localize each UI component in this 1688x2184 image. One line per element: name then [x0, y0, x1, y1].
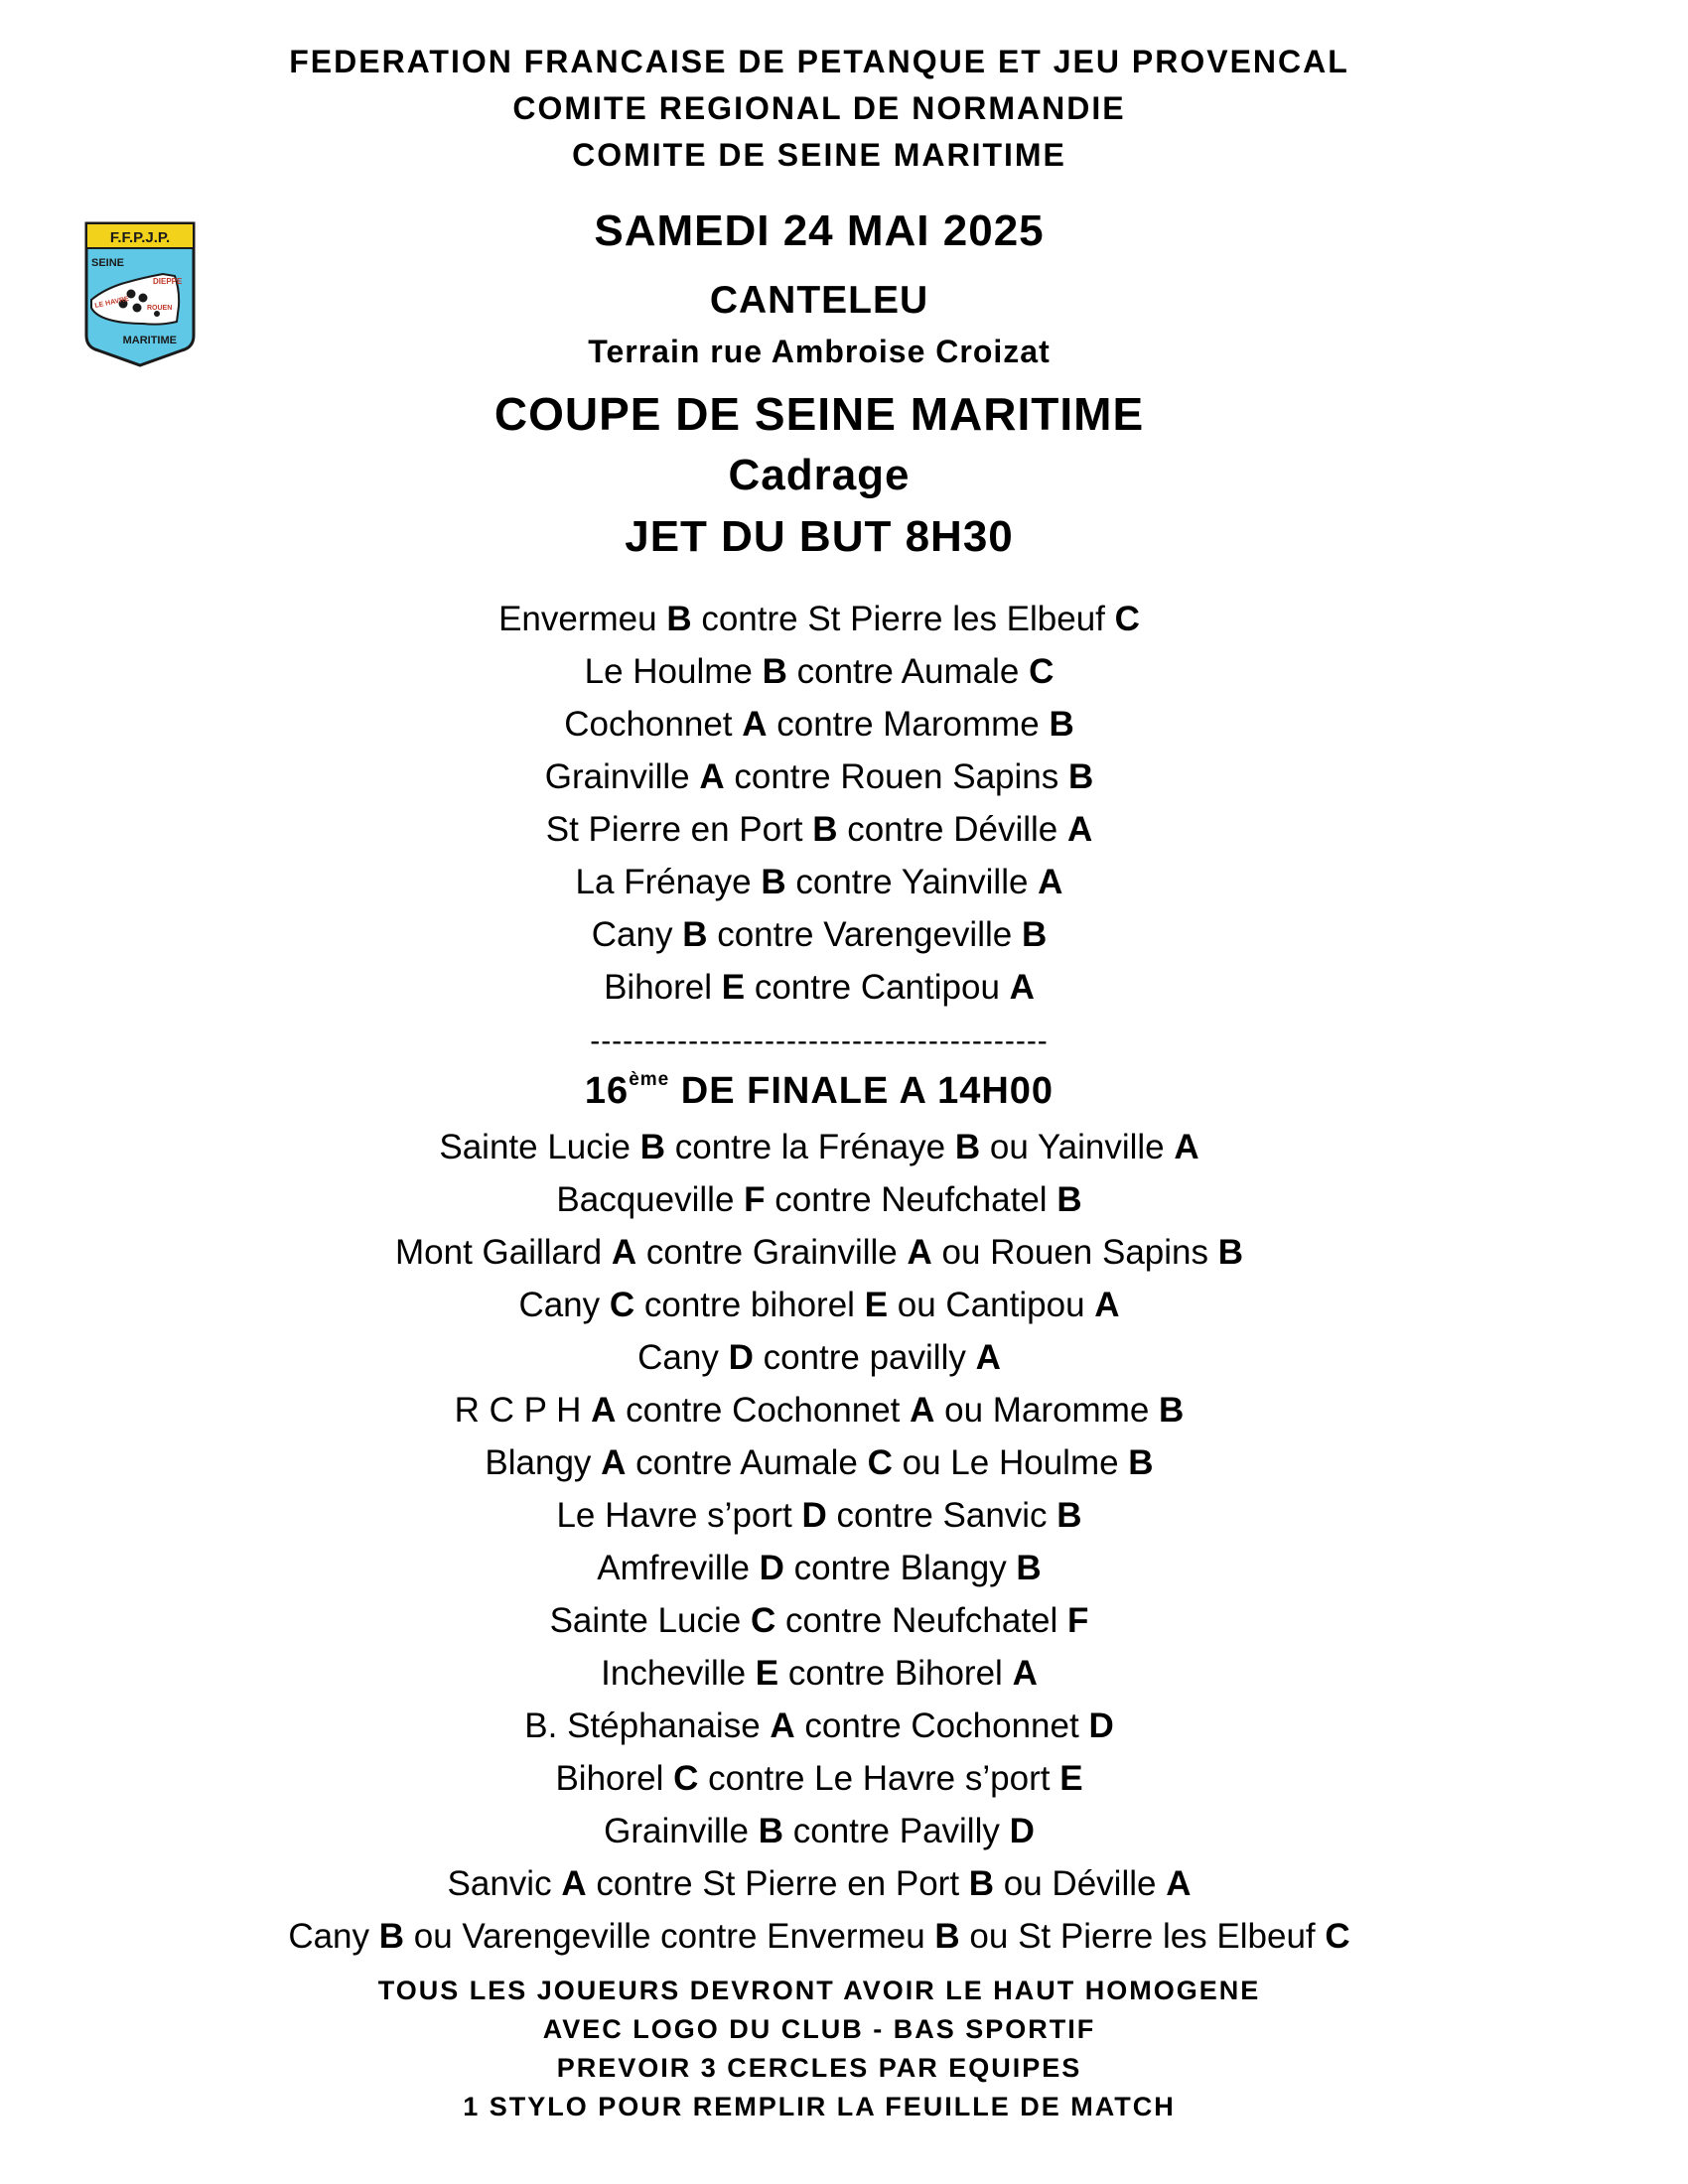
team-letter: A	[561, 1864, 587, 1903]
team-letter: B	[682, 915, 708, 954]
round16-match	[0, 1443, 1638, 1483]
team-letter: B	[934, 1917, 960, 1956]
logo-title: F.F.P.J.P.	[109, 229, 171, 246]
team-text: Bihorel	[555, 1759, 674, 1798]
cadrage-match	[0, 915, 1638, 955]
team-text: Bacqueville	[556, 1180, 745, 1219]
event-date: SAMEDI 24 MAI 2025	[594, 206, 1045, 255]
team-text: contre Neufchatel	[775, 1601, 1068, 1640]
regional-committee: COMITE REGIONAL DE NORMANDIE	[512, 90, 1126, 126]
team-letter: A	[601, 1443, 627, 1482]
team-text: contre Le Havre s’port	[698, 1759, 1060, 1798]
team-text: Mont Gaillard	[394, 1233, 612, 1272]
team-letter: B	[378, 1917, 405, 1956]
team-text: contre Neufchatel	[765, 1180, 1057, 1219]
team-letter: D	[1009, 1812, 1035, 1850]
team-text: Blangy	[485, 1443, 602, 1482]
team-letter: B	[1021, 915, 1048, 954]
logo-city-le-havre: LE HAVRE	[93, 295, 130, 310]
team-letter: A	[1012, 1654, 1038, 1693]
round16-match	[0, 1759, 1638, 1799]
team-letter: B	[968, 1864, 995, 1903]
round16-match	[0, 1917, 1638, 1957]
team-text: Amfreville	[597, 1549, 760, 1587]
team-letter: B	[639, 1128, 666, 1166]
team-letter: A	[699, 757, 725, 796]
team-letter: E	[721, 968, 746, 1007]
team-letter: D	[728, 1338, 754, 1377]
cadrage-match	[0, 652, 1638, 692]
team-text: contre St Pierre en Port	[586, 1864, 969, 1903]
team-text: contre Sanvic	[826, 1496, 1057, 1535]
logo-bottom-text: MARITIME	[122, 335, 177, 346]
team-text: ou Déville	[994, 1864, 1167, 1903]
cadrage-match	[0, 600, 1638, 639]
team-text: Cochonnet	[564, 705, 743, 744]
team-letter: A	[770, 1706, 795, 1745]
team-letter: A	[591, 1391, 617, 1430]
team-text: ou Le Houlme	[892, 1443, 1129, 1482]
round16-match	[0, 1391, 1638, 1431]
round16-match	[0, 1128, 1638, 1167]
team-text: contre Cochonnet	[794, 1706, 1089, 1745]
team-letter: C	[673, 1759, 699, 1798]
team-letter: C	[867, 1443, 893, 1482]
team-letter: A	[1166, 1864, 1192, 1903]
team-letter: B	[812, 810, 838, 849]
logo-city-dieppe: DIEPPE	[153, 277, 183, 286]
logo-city-rouen: ROUEN	[147, 305, 173, 312]
team-text: Cany	[591, 915, 683, 954]
competition-title: COUPE DE SEINE MARITIME	[493, 388, 1145, 440]
team-text: contre la Frénaye	[665, 1128, 955, 1166]
team-letter: C	[1029, 652, 1055, 691]
cadrage-match	[0, 810, 1638, 850]
team-letter: A	[1009, 968, 1035, 1007]
team-letter: A	[910, 1391, 935, 1430]
team-letter: A	[1066, 810, 1093, 849]
team-text: Le Houlme	[584, 652, 763, 691]
team-text: contre Yainville	[785, 863, 1039, 901]
round16-match	[0, 1286, 1638, 1325]
team-letter: B	[954, 1128, 981, 1166]
team-letter: A	[611, 1233, 637, 1272]
team-text: Grainville	[604, 1812, 759, 1850]
team-text: contre Cochonnet	[616, 1391, 911, 1430]
cadrage-match	[0, 968, 1638, 1008]
team-letter: B	[758, 1812, 783, 1850]
team-text: contre Maromme	[767, 705, 1050, 744]
team-text: B. Stéphanaise	[524, 1706, 771, 1745]
team-text: ou Yainville	[980, 1128, 1175, 1166]
team-text: Envermeu	[498, 600, 667, 638]
team-text: La Frénaye	[575, 863, 762, 901]
team-text: Incheville	[601, 1654, 756, 1693]
cadrage-match	[0, 757, 1638, 797]
footer-line: TOUS LES JOUEURS DEVRONT AVOIR LE HAUT HOMOGENE	[377, 1976, 1261, 2005]
team-letter: F	[1067, 1601, 1089, 1640]
team-letter: B	[761, 863, 786, 901]
team-letter: B	[1016, 1549, 1042, 1587]
team-letter: A	[1038, 863, 1063, 901]
round16-match	[0, 1654, 1638, 1694]
footer-line: AVEC LOGO DU CLUB - BAS SPORTIF	[542, 2014, 1096, 2044]
team-text: Bihorel	[604, 968, 722, 1007]
team-text: Grainville	[544, 757, 700, 796]
team-letter: B	[1049, 705, 1074, 744]
team-text: Sainte Lucie	[439, 1128, 640, 1166]
team-text: ou Cantipou	[888, 1286, 1095, 1324]
team-text: Sanvic	[447, 1864, 562, 1903]
round16-title	[0, 1069, 1638, 1113]
team-letter: C	[1114, 600, 1140, 638]
team-text: ou Rouen Sapins	[931, 1233, 1218, 1272]
team-text: ou Varengeville contre Envermeu	[404, 1917, 935, 1956]
team-text: ou St Pierre les Elbeuf	[959, 1917, 1326, 1956]
team-text: Le Havre s’port	[556, 1496, 802, 1535]
team-text: contre Cantipou	[745, 968, 1010, 1007]
team-letter: B	[1056, 1496, 1082, 1535]
cadrage-match	[0, 863, 1638, 902]
team-text: Sainte Lucie	[549, 1601, 751, 1640]
team-letter: C	[750, 1601, 776, 1640]
footer-line: 1 STYLO POUR REMPLIR LA FEUILLE DE MATCH	[463, 2092, 1176, 2121]
team-letter: E	[1059, 1759, 1083, 1798]
round16-match	[0, 1496, 1638, 1536]
team-letter: A	[742, 705, 768, 744]
team-letter: D	[1088, 1706, 1114, 1745]
logo-top-text: SEINE	[91, 257, 125, 269]
team-letter: B	[1056, 1180, 1082, 1219]
team-letter: D	[759, 1549, 784, 1587]
team-text: contre bihorel	[634, 1286, 865, 1324]
round16-match	[0, 1338, 1638, 1378]
phase-title: Cadrage	[728, 451, 911, 499]
team-text: contre Bihorel	[778, 1654, 1013, 1693]
round16-number: 16	[584, 1070, 630, 1112]
round16-match	[0, 1601, 1638, 1641]
team-text: contre Rouen Sapins	[724, 757, 1068, 796]
team-text: contre Grainville	[636, 1233, 908, 1272]
team-letter: C	[1325, 1917, 1350, 1956]
team-letter: A	[975, 1338, 1001, 1377]
team-letter: B	[1217, 1233, 1244, 1272]
team-text: contre pavilly	[753, 1338, 976, 1377]
round16-match	[0, 1706, 1638, 1746]
team-letter: E	[864, 1286, 889, 1324]
event-terrain: Terrain rue Ambroise Croizat	[588, 334, 1051, 369]
team-letter: B	[1128, 1443, 1154, 1482]
departmental-committee: COMITE DE SEINE MARITIME	[572, 137, 1066, 173]
round16-match	[0, 1864, 1638, 1904]
team-text: ou Maromme	[934, 1391, 1160, 1430]
team-text: contre Blangy	[783, 1549, 1017, 1587]
team-text: Cany	[518, 1286, 610, 1324]
team-letter: E	[755, 1654, 779, 1693]
round16-title-rest: DE FINALE A 14H00	[669, 1070, 1055, 1112]
team-text: contre Déville	[837, 810, 1067, 849]
team-text: Cany	[288, 1917, 379, 1956]
team-letter: B	[762, 652, 787, 691]
round16-match	[0, 1233, 1638, 1273]
team-text: R C P H	[454, 1391, 592, 1430]
section-separator: ------------------------------------------	[590, 1024, 1049, 1057]
team-letter: A	[1174, 1128, 1199, 1166]
federation-title: FEDERATION FRANCAISE DE PETANQUE ET JEU PROVENCAL	[289, 44, 1349, 79]
team-text: contre Pavilly	[783, 1812, 1010, 1850]
team-text: contre Varengeville	[707, 915, 1022, 954]
team-text: contre St Pierre les Elbeuf	[691, 600, 1115, 638]
team-text: contre Aumale	[786, 652, 1030, 691]
team-letter: B	[666, 600, 692, 638]
team-letter: D	[801, 1496, 827, 1535]
round16-match	[0, 1812, 1638, 1851]
event-city: CANTELEU	[709, 279, 929, 322]
team-text: St Pierre en Port	[545, 810, 813, 849]
cadrage-match	[0, 705, 1638, 745]
team-letter: F	[744, 1180, 766, 1219]
round16-match	[0, 1180, 1638, 1220]
team-text: contre Aumale	[626, 1443, 868, 1482]
round16-match	[0, 1549, 1638, 1588]
team-letter: B	[1159, 1391, 1185, 1430]
team-letter: C	[609, 1286, 635, 1324]
start-time: JET DU BUT 8H30	[625, 512, 1014, 561]
team-letter: B	[1067, 757, 1094, 796]
footer-line: PREVOIR 3 CERCLES PAR EQUIPES	[556, 2053, 1082, 2083]
round16-ordinal: ème	[629, 1069, 670, 1090]
team-letter: A	[1094, 1286, 1120, 1324]
team-letter: A	[907, 1233, 932, 1272]
team-text: Cany	[637, 1338, 729, 1377]
